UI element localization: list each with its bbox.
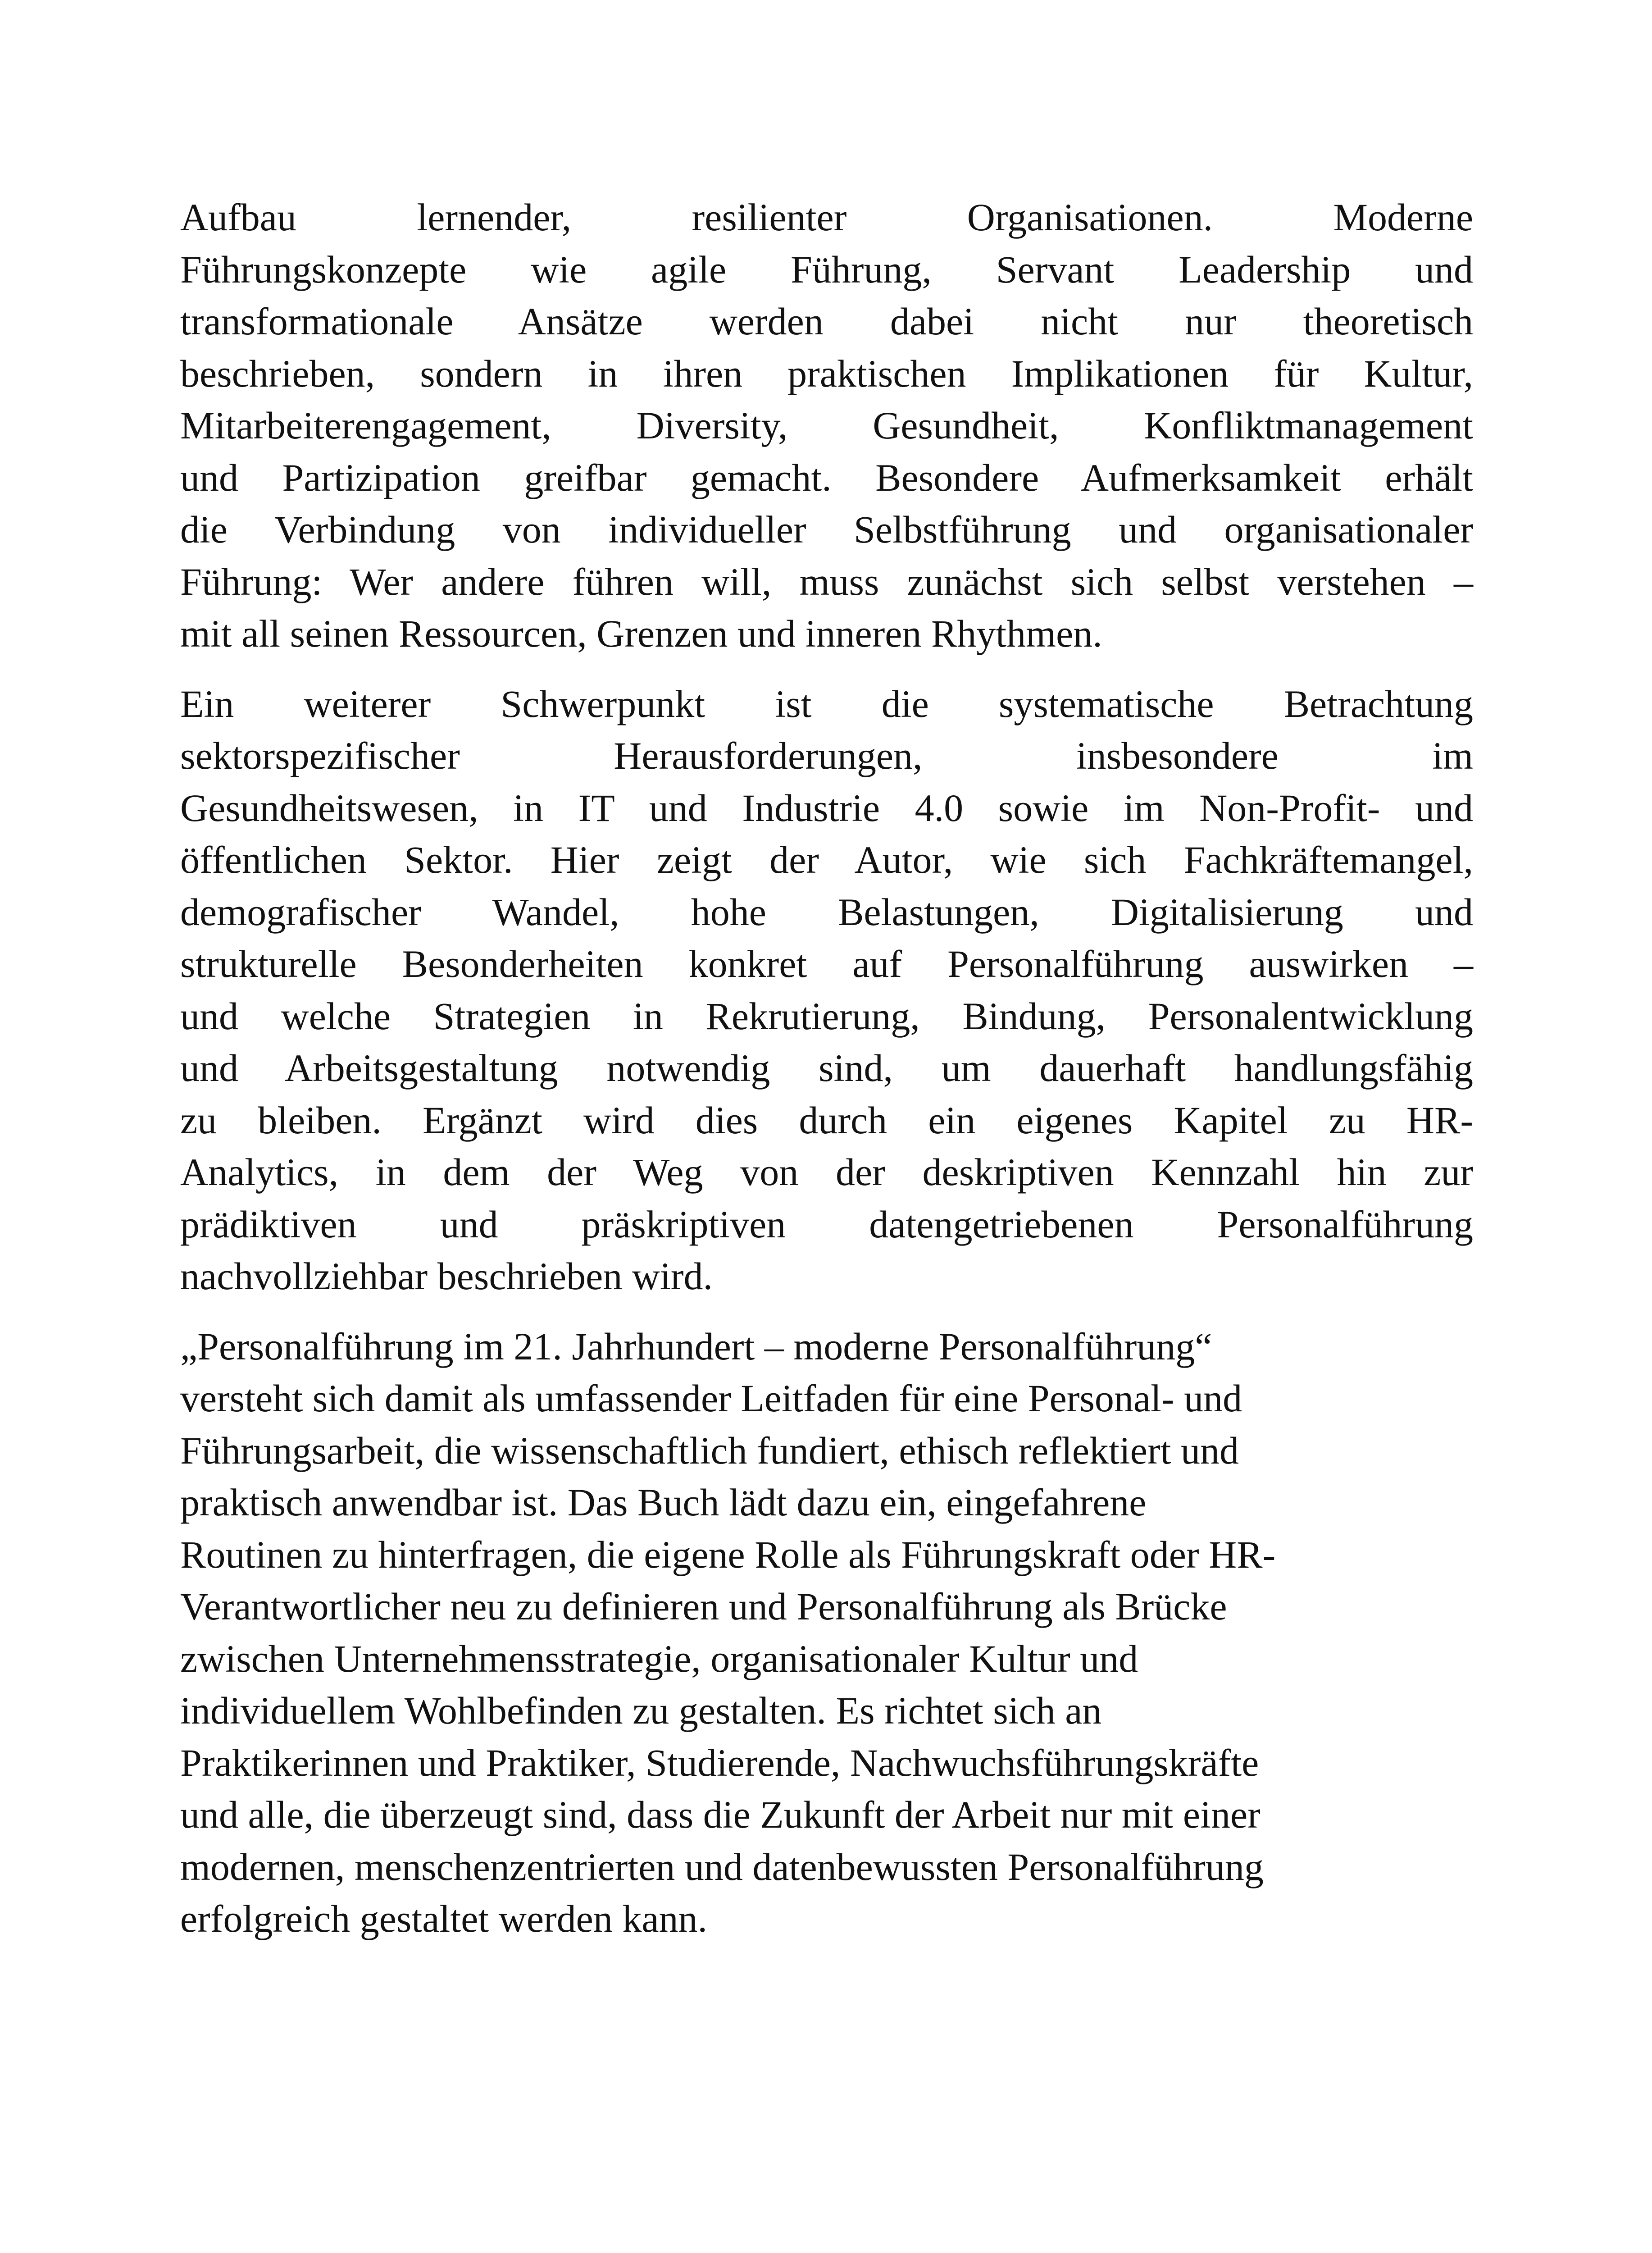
body-text <box>180 192 1473 1963</box>
text-line: strukturelle Besonderheiten konkret auf Personalführung auswirken – <box>180 942 1473 985</box>
text-line: Ein weiterer Schwerpunkt ist die systematische Betrachtung <box>180 682 1473 725</box>
text-line: versteht sich damit als umfassender Leitfaden für eine Personal- und <box>180 1377 1242 1420</box>
text-line: Führung: Wer andere führen will, muss zunächst sich selbst verstehen – <box>180 560 1473 603</box>
paragraph-sector-challenges <box>180 678 1473 1303</box>
text-line: Verantwortlicher neu zu definieren und Personalführung als Brücke <box>180 1585 1227 1628</box>
text-line: und alle, die überzeugt sind, dass die Zukunft der Arbeit nur mit einer <box>180 1793 1261 1836</box>
text-line: prädiktiven und präskriptiven datengetriebenen Personalführung <box>180 1202 1473 1246</box>
text-line: Führungsarbeit, die wissenschaftlich fundiert, ethisch reflektiert und <box>180 1428 1239 1472</box>
text-line: mit all seinen Ressourcen, Grenzen und inneren Rhythmen. <box>180 612 1102 655</box>
text-line: Aufbau lernender, resilienter Organisationen. Moderne <box>180 196 1473 239</box>
text-line: und Partizipation greifbar gemacht. Besondere Aufmerksamkeit erhält <box>180 456 1473 499</box>
text-line: die Verbindung von individueller Selbstführung und organisationaler <box>180 508 1473 551</box>
text-line: Gesundheitswesen, in IT und Industrie 4.0 sowie im Non-Profit- und <box>180 786 1473 830</box>
text-line: öffentlichen Sektor. Hier zeigt der Autor, wie sich Fachkräftemangel, <box>180 838 1473 881</box>
text-line: Praktikerinnen und Praktiker, Studierende, Nachwuchsführungskräfte <box>180 1741 1259 1784</box>
text-line: Analytics, in dem der Weg von der deskriptiven Kennzahl hin zur <box>180 1150 1473 1194</box>
text-line: demografischer Wandel, hohe Belastungen, Digitalisierung und <box>180 890 1473 934</box>
text-line: Führungskonzepte wie agile Führung, Servant Leadership und <box>180 247 1473 291</box>
text-line: erfolgreich gestaltet werden kann. <box>180 1897 708 1940</box>
text-line: nachvollziehbar beschrieben wird. <box>180 1254 713 1298</box>
text-line: modernen, menschenzentrierten und datenbewussten Personalführung <box>180 1845 1264 1888</box>
text-line: Mitarbeiterengagement, Diversity, Gesundheit, Konfliktmanagement <box>180 404 1473 447</box>
paragraph-book-summary <box>180 1321 1473 1945</box>
text-line: praktisch anwendbar ist. Das Buch lädt dazu ein, eingefahrene <box>180 1481 1147 1524</box>
text-line: zwischen Unternehmensstrategie, organisationaler Kultur und <box>180 1637 1138 1680</box>
text-line: und welche Strategien in Rekrutierung, Bindung, Personalentwicklung <box>180 994 1473 1038</box>
text-line: beschrieben, sondern in ihren praktischen Implikationen für Kultur, <box>180 351 1473 395</box>
text-line: Routinen zu hinterfragen, die eigene Rolle als Führungskraft oder HR- <box>180 1532 1276 1576</box>
text-line: sektorspezifischer Herausforderungen, insbesondere im <box>180 734 1473 777</box>
text-line: transformationale Ansätze werden dabei nicht nur theoretisch <box>180 300 1473 343</box>
text-line: zu bleiben. Ergänzt wird dies durch ein eigenes Kapitel zu HR- <box>180 1098 1473 1142</box>
paragraph-leadership-concepts <box>180 192 1473 660</box>
text-line: „Personalführung im 21. Jahrhundert – moderne Personalführung“ <box>180 1324 1212 1368</box>
text-line: individuellem Wohlbefinden zu gestalten. Es richtet sich an <box>180 1689 1102 1732</box>
text-line: und Arbeitsgestaltung notwendig sind, um dauerhaft handlungsfähig <box>180 1046 1473 1090</box>
